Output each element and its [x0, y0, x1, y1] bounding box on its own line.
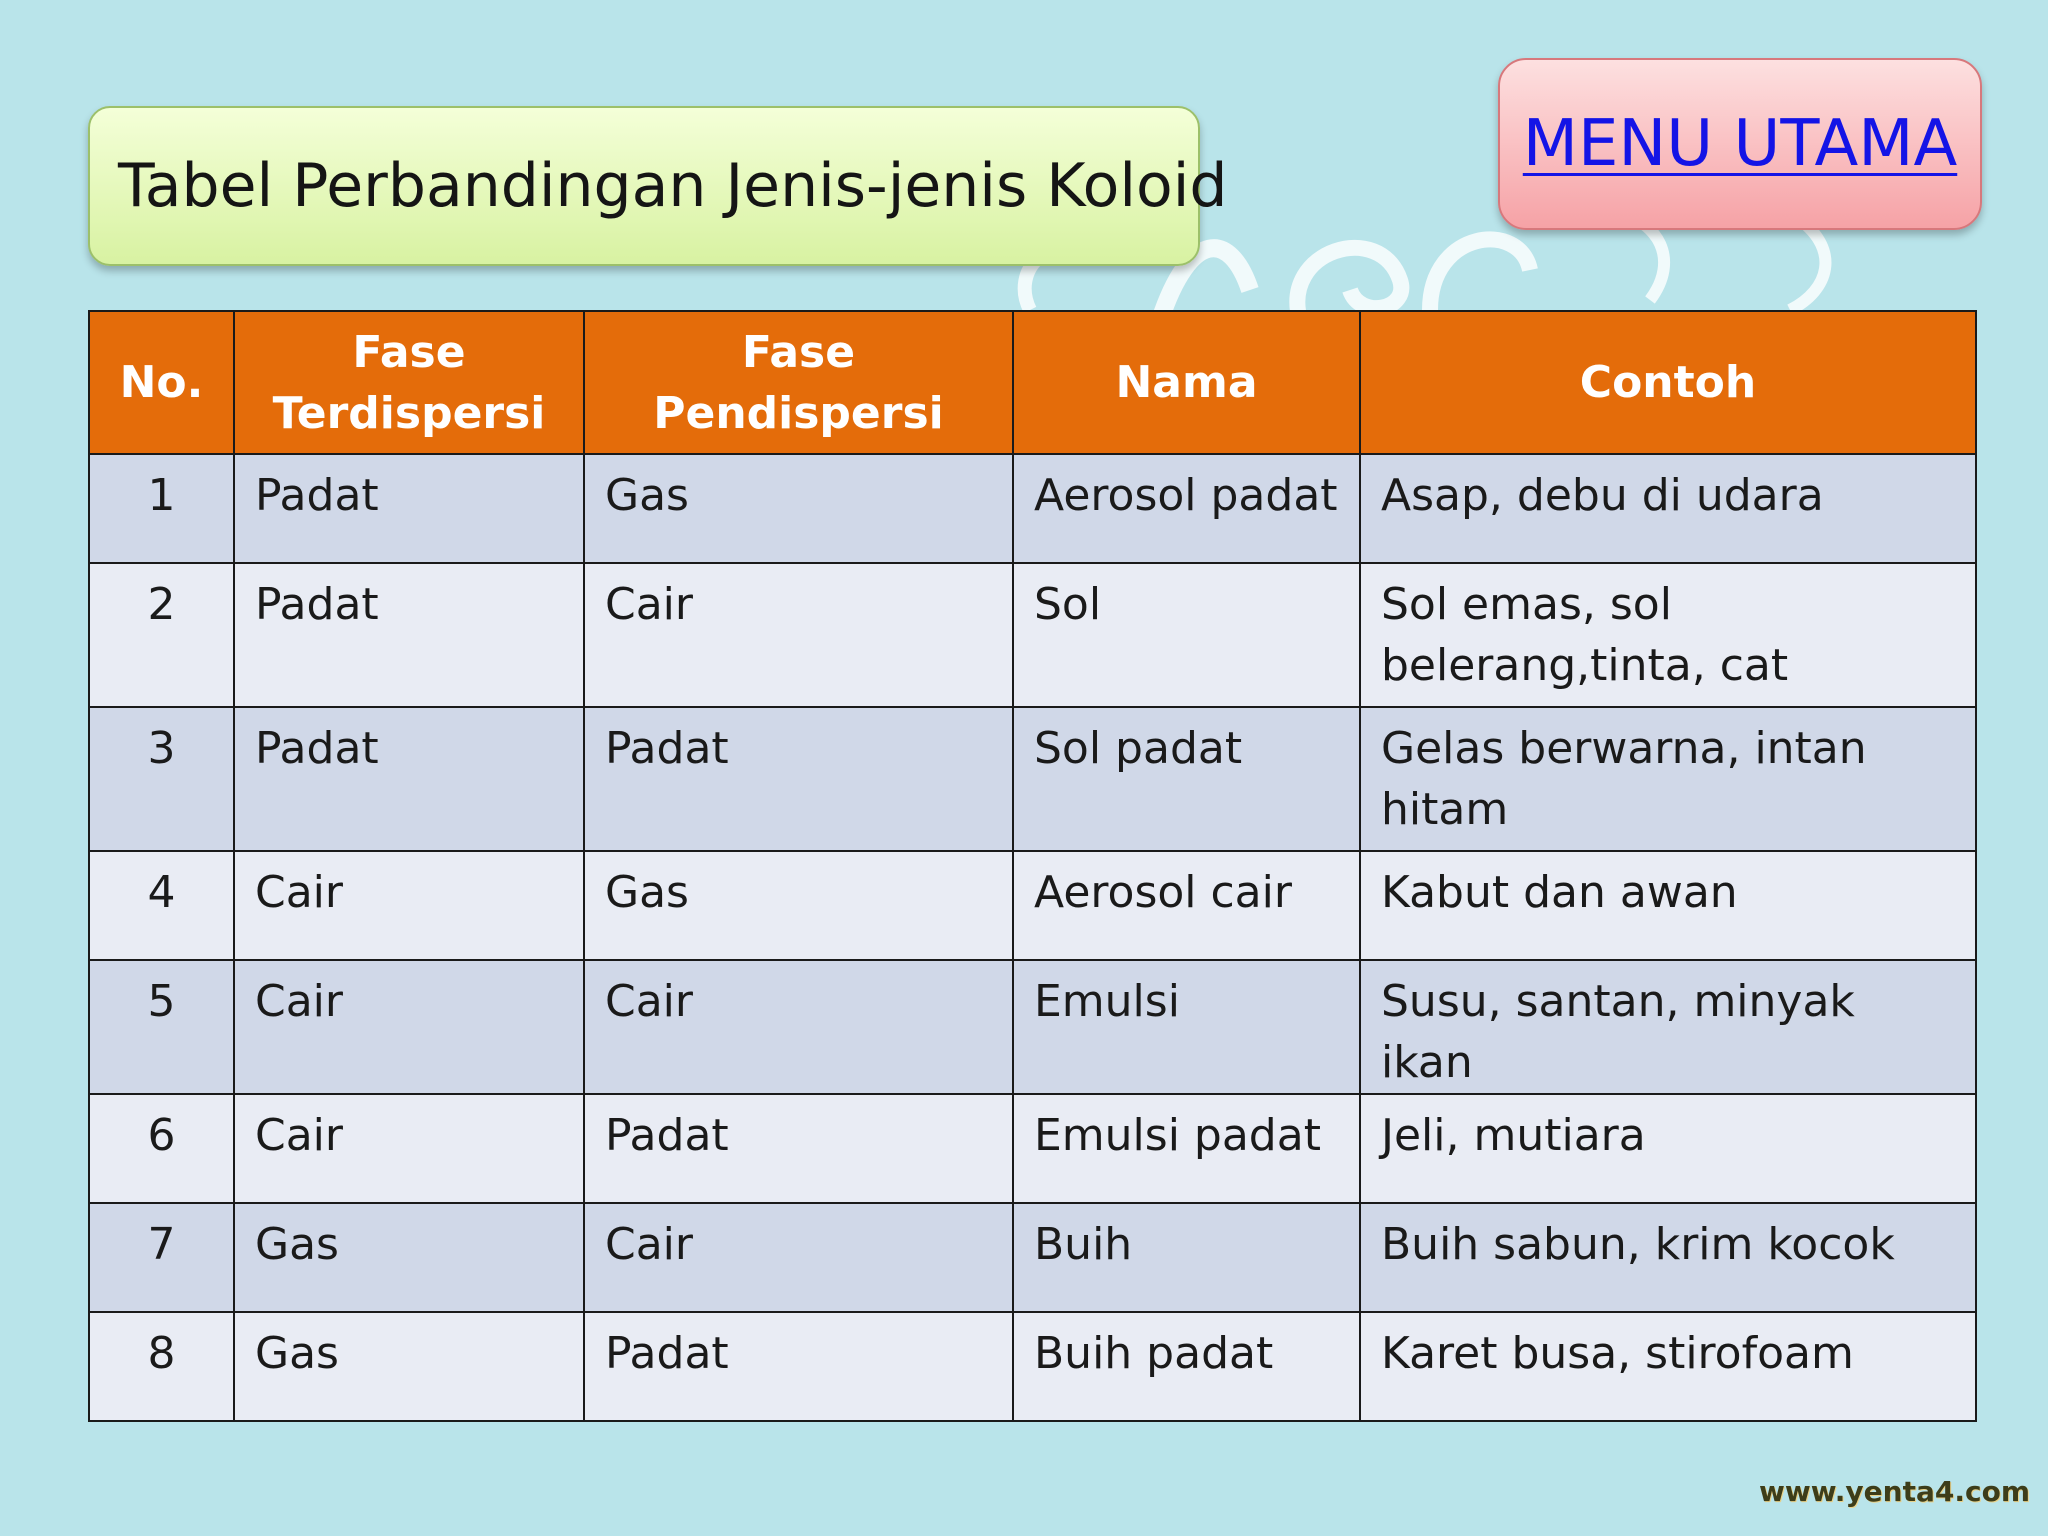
cell-nama: Aerosol cair — [1013, 851, 1360, 960]
table-row — [89, 454, 1976, 563]
cell-nama: Emulsi padat — [1013, 1094, 1360, 1203]
slide-title: Tabel Perbandingan Jenis-jenis Koloid — [118, 151, 1228, 221]
table-row — [89, 851, 1976, 960]
cell-nama: Sol — [1013, 563, 1360, 707]
cell-no: 2 — [89, 563, 234, 707]
cell-fase-terdispersi: Padat — [234, 707, 584, 851]
table-row — [89, 1203, 1976, 1312]
table-row — [89, 1094, 1976, 1203]
cell-no: 6 — [89, 1094, 234, 1203]
cell-contoh: Susu, santan, minyak ikan — [1360, 960, 1976, 1094]
cell-fase-pendispersi: Cair — [584, 960, 1013, 1094]
table-header-row — [89, 311, 1976, 454]
cell-nama: Buih padat — [1013, 1312, 1360, 1421]
cell-contoh: Karet busa, stirofoam — [1360, 1312, 1976, 1421]
watermark: www.yenta4.com — [1758, 1475, 2030, 1508]
cell-no: 8 — [89, 1312, 234, 1421]
cell-fase-terdispersi: Padat — [234, 563, 584, 707]
table-row — [89, 563, 1976, 707]
cell-fase-pendispersi: Cair — [584, 1203, 1013, 1312]
cell-fase-pendispersi: Gas — [584, 454, 1013, 563]
cell-fase-pendispersi: Gas — [584, 851, 1013, 960]
cell-fase-terdispersi: Cair — [234, 851, 584, 960]
cell-fase-terdispersi: Gas — [234, 1312, 584, 1421]
cell-nama: Buih — [1013, 1203, 1360, 1312]
cell-contoh: Asap, debu di udara — [1360, 454, 1976, 563]
menu-utama-button[interactable] — [1498, 58, 1982, 230]
cell-contoh: Kabut dan awan — [1360, 851, 1976, 960]
cell-fase-pendispersi: Padat — [584, 707, 1013, 851]
cell-no: 1 — [89, 454, 234, 563]
cell-fase-pendispersi: Cair — [584, 563, 1013, 707]
header-nama: Nama — [1013, 311, 1360, 454]
slide-title-box — [88, 106, 1228, 266]
cell-no: 7 — [89, 1203, 234, 1312]
header-contoh: Contoh — [1360, 311, 1976, 454]
cell-no: 5 — [89, 960, 234, 1094]
cell-nama: Aerosol padat — [1013, 454, 1360, 563]
table-row — [89, 960, 1976, 1094]
cell-fase-pendispersi: Padat — [584, 1094, 1013, 1203]
table-row — [89, 707, 1976, 851]
cell-nama: Emulsi — [1013, 960, 1360, 1094]
cell-fase-terdispersi: Padat — [234, 454, 584, 563]
cell-contoh: Gelas berwarna, intan hitam — [1360, 707, 1976, 851]
header-no: No. — [89, 311, 234, 454]
cell-contoh: Jeli, mutiara — [1360, 1094, 1976, 1203]
cell-fase-terdispersi: Cair — [234, 960, 584, 1094]
cell-no: 4 — [89, 851, 234, 960]
cell-fase-pendispersi: Padat — [584, 1312, 1013, 1421]
cell-contoh: Buih sabun, krim kocok — [1360, 1203, 1976, 1312]
cell-fase-terdispersi: Cair — [234, 1094, 584, 1203]
cell-fase-terdispersi: Gas — [234, 1203, 584, 1312]
table-row — [89, 1312, 1976, 1421]
cell-no: 3 — [89, 707, 234, 851]
cell-contoh: Sol emas, sol belerang,tinta, cat — [1360, 563, 1976, 707]
header-fase-pendispersi: Fase Pendispersi — [584, 311, 1013, 454]
koloid-comparison-table — [88, 310, 1977, 1422]
cell-nama: Sol padat — [1013, 707, 1360, 851]
menu-utama-link[interactable]: MENU UTAMA — [1522, 107, 1958, 181]
header-fase-terdispersi: Fase Terdispersi — [234, 311, 584, 454]
